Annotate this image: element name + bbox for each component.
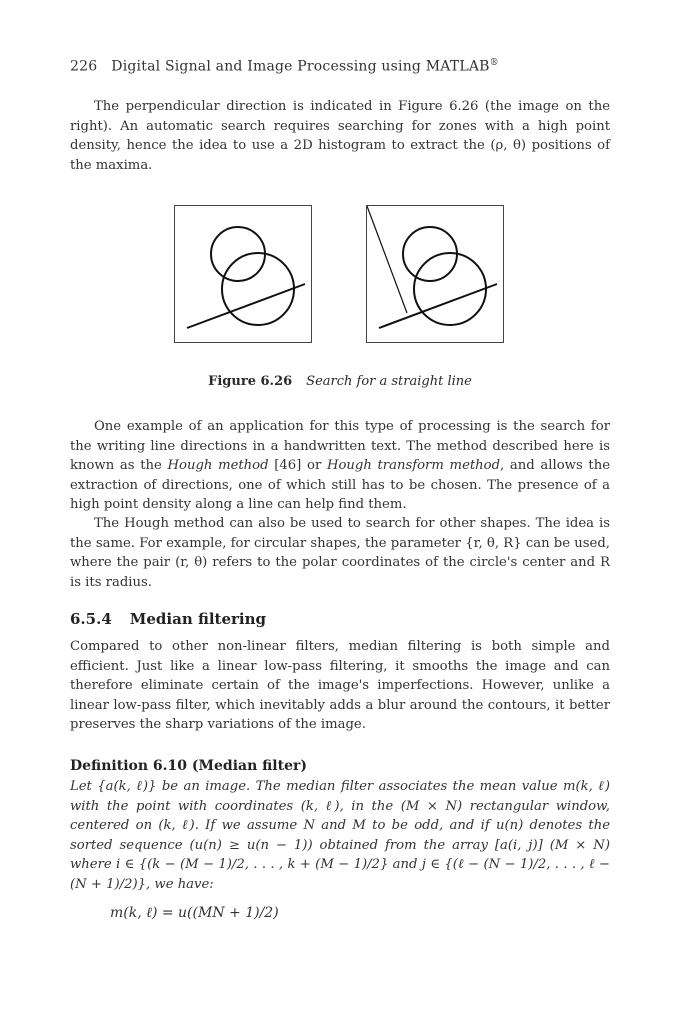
paragraph-text: Compared to other non-linear filters, median filtering is both simple and efficient. Just like a linear low-pass filtering, it smooths the image and can therefore eliminate certain of the image's imperfections. However, unlike a linear low-pass filter, which inevitably adds a blur around the contours, it better preserves the sharp variations of the image. — [70, 639, 610, 732]
definition-body: Let {a(k, ℓ)} be an image. The median filter associates the mean value m(k, ℓ) with the point with coordinates (k, ℓ), in the (M × N) rectangular window, centered on (k, ℓ). If we assume N and M to be odd, and if u(n) denotes the sorted sequence (u(n) ≥ u(n − 1)) obtained from the array [a(i, j)] (M × N) where i ∈ {(k − (M − 1)/2, . . . , k + (M − 1)/2} and j ∈ {(ℓ − (N − 1)/2, . . . , ℓ − (N + 1)/2)}, we have: — [70, 779, 610, 892]
figure-caption-text: Search for a straight line — [306, 374, 472, 389]
book-title: Digital Signal and Image Processing using MATLAB — [111, 58, 490, 75]
term-hough-transform: Hough transform method — [326, 458, 501, 473]
section-title: Median filtering — [129, 610, 267, 628]
running-head — [70, 58, 610, 75]
figure-left-drawing — [175, 206, 311, 342]
trademark-symbol: ® — [489, 58, 499, 68]
paragraph-text: The Hough method can also be used to search for other shapes. The idea is the same. For example, for circular shapes, the parameter {r, θ, R} can be used, where the pair (r, θ) refers to the polar coordinates of the circle's center and R is its radius. — [70, 516, 610, 590]
definition-heading: Definition 6.10 (Median filter) — [70, 758, 308, 774]
paragraph-text: , and allows the extraction of directions, one of which still has to be chosen. The presence of a high point density along a line can help find them. — [70, 458, 610, 512]
paragraph-hough-shapes — [70, 514, 610, 592]
equation-median: m(k, ℓ) = u((MN + 1)/2) — [110, 905, 279, 921]
paragraph-median-intro — [70, 637, 610, 735]
page-number: 226 — [70, 58, 98, 75]
figure-caption — [70, 374, 610, 389]
figure-image-right — [366, 205, 504, 343]
section-number: 6.5.4 — [70, 610, 112, 628]
figure-image-left — [174, 205, 312, 343]
paragraph-hough-intro — [70, 97, 610, 175]
paragraph-text: [46] or — [268, 458, 327, 473]
term-hough-method: Hough method — [167, 458, 269, 473]
paragraph-text: The perpendicular direction is indicated in Figure 6.26 (the image on the right). An automatic search requires searching for zones with a high point density, hence the idea to use a 2D histogram to extract the (ρ, θ) positions of the maxima. — [70, 99, 610, 173]
paragraph-text: One example of an application for this type of processing is the search for the writing line directions in a handwritten text. The method described here is known as the — [70, 419, 610, 473]
section-heading — [70, 610, 266, 628]
figure-label: Figure 6.26 — [208, 374, 293, 389]
paragraph-hough-method — [70, 417, 610, 515]
figure-right-drawing — [367, 206, 503, 342]
